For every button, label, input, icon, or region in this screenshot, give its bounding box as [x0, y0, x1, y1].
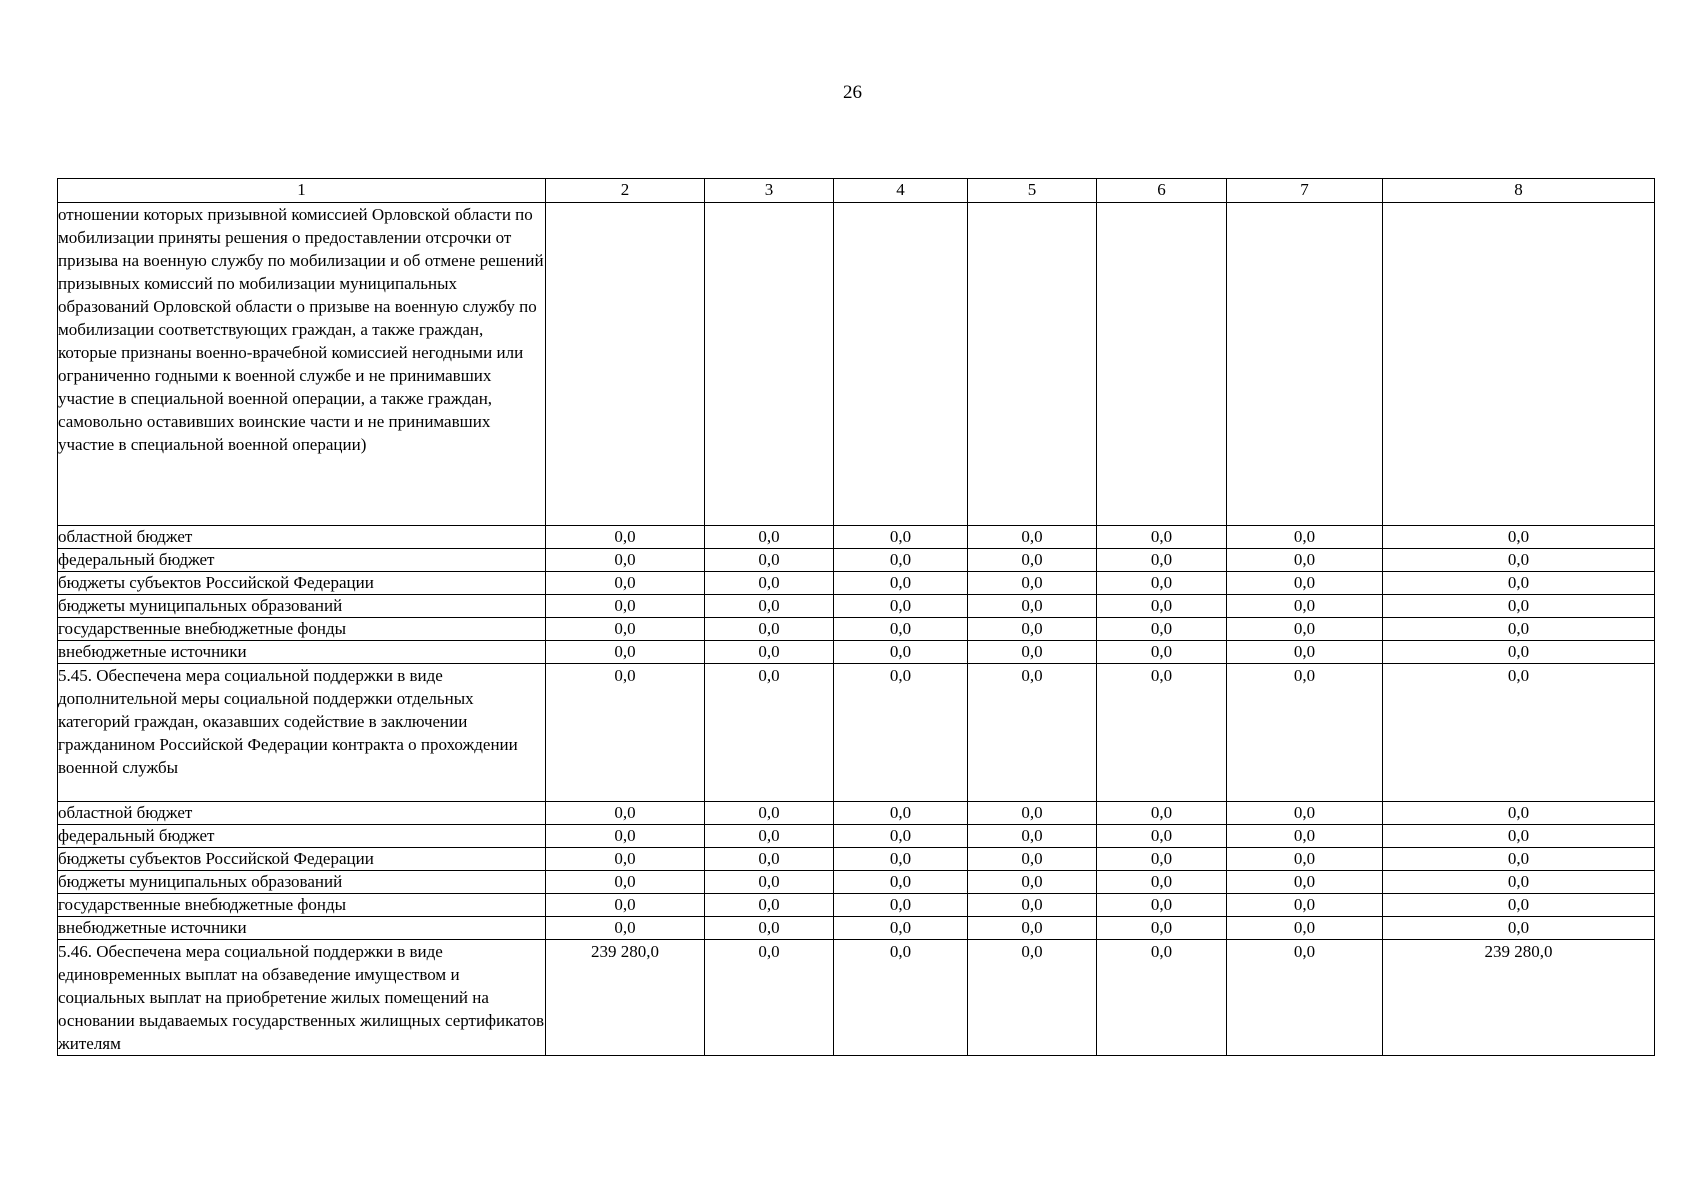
- table-cell: 0,0: [1227, 549, 1383, 572]
- table-cell: 0,0: [705, 595, 834, 618]
- table-row: [58, 664, 1655, 802]
- table-cell: 0,0: [546, 572, 705, 595]
- table-cell: 239 280,0: [1383, 940, 1655, 1056]
- table-cell: 0,0: [968, 526, 1097, 549]
- item-description: отношении которых призывной комиссией Орловской области по мобилизации приняты решения о предоставлении отсрочки от призыва на военную службу по мобилизации и об отмене решений призывных комиссий по мобилизации муниципальных образований Орловской области о призыве на военную службу по мобилизации соответствующих граждан, а также граждан, которые признаны военно-врачебной комиссией негодными или ограниченно годными к военной службе и не принимавших участие в специальной военной операции, а также граждан, самовольно оставивших воинские части и не принимавших участие в специальной военной операции): [58, 203, 546, 526]
- table-row: [58, 572, 1655, 595]
- table-cell: 0,0: [1227, 848, 1383, 871]
- table-cell: 0,0: [1383, 871, 1655, 894]
- table-cell: 0,0: [1097, 664, 1227, 802]
- table-cell: 0,0: [546, 595, 705, 618]
- table-cell: 0,0: [546, 802, 705, 825]
- table-cell: 0,0: [1383, 848, 1655, 871]
- table-row: [58, 526, 1655, 549]
- table-cell: 0,0: [968, 572, 1097, 595]
- table-cell: 0,0: [968, 871, 1097, 894]
- table-cell: 0,0: [1097, 641, 1227, 664]
- table-cell: 0,0: [546, 664, 705, 802]
- table-cell: 0,0: [834, 940, 968, 1056]
- table-cell: 0,0: [705, 664, 834, 802]
- table-cell: 0,0: [834, 664, 968, 802]
- table-row: [58, 848, 1655, 871]
- column-header: 5: [968, 179, 1097, 203]
- table-cell: 0,0: [1097, 848, 1227, 871]
- table-cell: 239 280,0: [546, 940, 705, 1056]
- table-cell: 0,0: [1383, 526, 1655, 549]
- funding-source-label: областной бюджет: [58, 802, 546, 825]
- table-cell: 0,0: [1383, 664, 1655, 802]
- table-cell: 0,0: [546, 641, 705, 664]
- table-cell: 0,0: [968, 917, 1097, 940]
- table-row: [58, 825, 1655, 848]
- table-cell: 0,0: [834, 894, 968, 917]
- item-description: 5.46. Обеспечена мера социальной поддержки в виде единовременных выплат на обзаведение имуществом и социальных выплат на приобретение жилых помещений на основании выдаваемых государственных жилищных сертификатов жителям: [58, 940, 546, 1056]
- table-cell: 0,0: [1097, 825, 1227, 848]
- table-row: [58, 802, 1655, 825]
- table-cell: 0,0: [968, 802, 1097, 825]
- funding-source-label: бюджеты субъектов Российской Федерации: [58, 848, 546, 871]
- page-number: 26: [843, 82, 862, 103]
- funding-source-label: федеральный бюджет: [58, 549, 546, 572]
- table-cell: 0,0: [968, 848, 1097, 871]
- budget-table: [57, 178, 1655, 1056]
- table-cell: 0,0: [834, 641, 968, 664]
- table-row: [58, 871, 1655, 894]
- table-cell: 0,0: [1227, 526, 1383, 549]
- table-cell: 0,0: [1383, 549, 1655, 572]
- table-cell: 0,0: [834, 526, 968, 549]
- table-cell: 0,0: [968, 940, 1097, 1056]
- table-cell: 0,0: [834, 572, 968, 595]
- table-cell: 0,0: [705, 871, 834, 894]
- table-cell: 0,0: [546, 526, 705, 549]
- column-header: 1: [58, 179, 546, 203]
- item-description: 5.45. Обеспечена мера социальной поддержки в виде дополнительной меры социальной поддержки отдельных категорий граждан, оказавших содействие в заключении гражданином Российской Федерации контракта о прохождении военной службы: [58, 664, 546, 802]
- table-cell: 0,0: [1383, 595, 1655, 618]
- table-cell: 0,0: [1227, 618, 1383, 641]
- table-cell: 0,0: [705, 549, 834, 572]
- table-cell: 0,0: [705, 802, 834, 825]
- table-cell: 0,0: [546, 618, 705, 641]
- table-cell: 0,0: [546, 917, 705, 940]
- table-cell: 0,0: [1097, 894, 1227, 917]
- table-row: [58, 618, 1655, 641]
- table-cell: 0,0: [1227, 664, 1383, 802]
- table-cell: 0,0: [1227, 595, 1383, 618]
- table-cell: 0,0: [1227, 871, 1383, 894]
- table-cell: 0,0: [1383, 618, 1655, 641]
- table-row: [58, 940, 1655, 1056]
- table-cell: 0,0: [1383, 894, 1655, 917]
- table-cell: 0,0: [968, 894, 1097, 917]
- table-cell: 0,0: [1227, 825, 1383, 848]
- table-cell: 0,0: [1097, 802, 1227, 825]
- funding-source-label: государственные внебюджетные фонды: [58, 618, 546, 641]
- column-header: 3: [705, 179, 834, 203]
- table-cell: 0,0: [705, 848, 834, 871]
- funding-source-label: бюджеты муниципальных образований: [58, 871, 546, 894]
- table-cell: 0,0: [1227, 802, 1383, 825]
- table-header-row: [58, 179, 1655, 203]
- table-cell: 0,0: [968, 664, 1097, 802]
- funding-source-label: бюджеты субъектов Российской Федерации: [58, 572, 546, 595]
- table-cell: 0,0: [546, 549, 705, 572]
- table-cell: 0,0: [705, 825, 834, 848]
- column-header: 6: [1097, 179, 1227, 203]
- table-cell: 0,0: [705, 526, 834, 549]
- table-cell: 0,0: [1383, 641, 1655, 664]
- table-cell: 0,0: [546, 871, 705, 894]
- funding-source-label: внебюджетные источники: [58, 641, 546, 664]
- table-cell: 0,0: [834, 917, 968, 940]
- table-cell: 0,0: [705, 618, 834, 641]
- table-cell: 0,0: [834, 825, 968, 848]
- table-row: [58, 549, 1655, 572]
- table-cell: 0,0: [968, 549, 1097, 572]
- funding-source-label: бюджеты муниципальных образований: [58, 595, 546, 618]
- funding-source-label: внебюджетные источники: [58, 917, 546, 940]
- column-header: 7: [1227, 179, 1383, 203]
- table-cell: 0,0: [705, 894, 834, 917]
- table-cell: 0,0: [1097, 572, 1227, 595]
- funding-source-label: областной бюджет: [58, 526, 546, 549]
- table-cell: 0,0: [834, 802, 968, 825]
- table-cell: 0,0: [1097, 917, 1227, 940]
- table-cell: 0,0: [1097, 549, 1227, 572]
- table-cell: 0,0: [705, 917, 834, 940]
- table-cell: 0,0: [546, 894, 705, 917]
- funding-source-label: федеральный бюджет: [58, 825, 546, 848]
- table-cell: 0,0: [1227, 641, 1383, 664]
- table-cell: 0,0: [1097, 940, 1227, 1056]
- column-header: 4: [834, 179, 968, 203]
- table-cell: 0,0: [1383, 802, 1655, 825]
- table-cell: 0,0: [834, 871, 968, 894]
- table-row: [58, 917, 1655, 940]
- table-cell: 0,0: [546, 825, 705, 848]
- table-cell: 0,0: [1227, 917, 1383, 940]
- table-cell: 0,0: [834, 618, 968, 641]
- table-cell: 0,0: [1383, 572, 1655, 595]
- table-cell: 0,0: [1097, 595, 1227, 618]
- table-row: [58, 894, 1655, 917]
- table-cell: 0,0: [968, 641, 1097, 664]
- table-cell: 0,0: [1097, 871, 1227, 894]
- table-cell: 0,0: [834, 848, 968, 871]
- table-cell: 0,0: [1097, 618, 1227, 641]
- table-cell: 0,0: [834, 595, 968, 618]
- table-cell: 0,0: [705, 572, 834, 595]
- table-cell: 0,0: [1227, 894, 1383, 917]
- table-cell: 0,0: [705, 940, 834, 1056]
- table-cell: 0,0: [834, 549, 968, 572]
- table-cell: 0,0: [1227, 940, 1383, 1056]
- table-cell: 0,0: [968, 825, 1097, 848]
- table-cell: 0,0: [968, 618, 1097, 641]
- table-row: [58, 203, 1655, 526]
- table-cell: 0,0: [1383, 825, 1655, 848]
- column-header: 2: [546, 179, 705, 203]
- table-cell: 0,0: [1227, 572, 1383, 595]
- table-cell: 0,0: [968, 595, 1097, 618]
- table-cell: 0,0: [1097, 526, 1227, 549]
- table-row: [58, 641, 1655, 664]
- table-cell: 0,0: [705, 641, 834, 664]
- column-header: 8: [1383, 179, 1655, 203]
- table-cell: 0,0: [546, 848, 705, 871]
- table-cell: 0,0: [1383, 917, 1655, 940]
- table-row: [58, 595, 1655, 618]
- funding-source-label: государственные внебюджетные фонды: [58, 894, 546, 917]
